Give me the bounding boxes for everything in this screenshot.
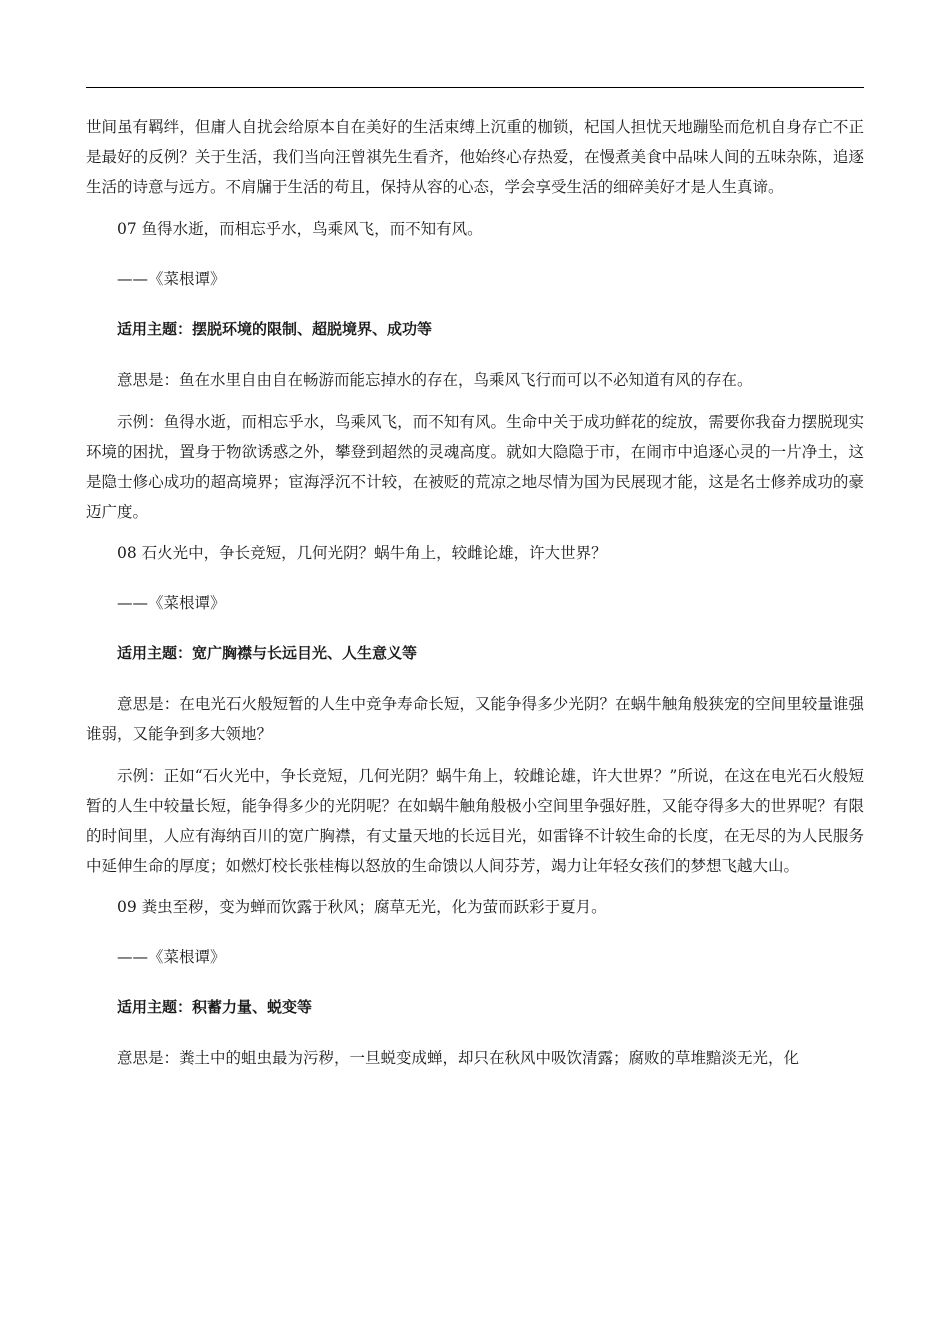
quote-09: 09 粪虫至秽，变为蝉而饮露于秋风；腐草无光，化为萤而跃彩于夏月。 <box>117 898 607 916</box>
source-08: ——《菜根谭》 <box>117 594 226 612</box>
quote-08: 08 石火光中，争长竞短，几何光阴？蜗牛角上，较雌论雄，许大世界？ <box>117 544 607 562</box>
quote-07: 07 鱼得水逝，而相忘乎水，鸟乘风飞，而不知有风。 <box>117 220 483 238</box>
header-rule <box>86 87 864 88</box>
example-07: 示例：鱼得水逝，而相忘乎水，鸟乘风飞，而不知有风。生命中关于成功鲜花的绽放，需要你我奋力摆脱现实环境的困扰，置身于物欲诱惑之外，攀登到超然的灵魂高度。就如大隐隐于市，在闹市中追逐心灵的一片净土，这是隐士修心成功的超高境界；宦海浮沉不计较，在被贬的荒凉之地尽情为国为民展现才能，这是名士修养成功的豪迈广度。 <box>86 413 864 521</box>
entry-09 <box>86 893 864 1073</box>
meaning-08: 意思是：在电光石火般短暂的人生中竞争寿命长短，又能争得多少光阴？在蜗牛触角般狭宠的空间里较量谁强谁弱，又能争到多大领地？ <box>86 695 864 743</box>
source-09: ——《菜根谭》 <box>117 948 226 966</box>
meaning-09: 意思是：粪土中的蛆虫最为污秽，一旦蜕变成蝉，却只在秋风中吸饮清露；腐败的草堆黯淡无光，化 <box>117 1049 800 1067</box>
theme-09: 适用主题：积蓄力量、蜕变等 <box>117 998 313 1016</box>
intro-paragraph: 世间虽有羁绊，但庸人自扰会给原本自在美好的生活束缚上沉重的枷锁，杞国人担忧天地蹦坠而危机自身存亡不正是最好的反例？关于生活，我们当向汪曾祺先生看齐，他始终心存热爱，在慢煮美食中品味人间的五味杂陈，追逐生活的诗意与远方。不肩牖于生活的苟且，保持从容的心态，学会享受生活的细碎美好才是人生真谛。 <box>86 118 864 196</box>
document-body <box>86 112 864 1085</box>
entry-08 <box>86 539 864 881</box>
source-07: ——《菜根谭》 <box>117 270 226 288</box>
entry-07 <box>86 215 864 527</box>
meaning-07: 意思是：鱼在水里自由自在畅游而能忘掉水的存在，鸟乘风飞行而可以不必知道有风的存在。 <box>117 371 753 389</box>
theme-07: 适用主题：摆脱环境的限制、超脱境界、成功等 <box>117 320 433 338</box>
example-08: 示例：正如“石火光中，争长竞短，几何光阴？蜗牛角上，较雌论雄，许大世界？”所说，在这在电光石火般短暂的人生中较量长短，能争得多少的光阴呢？在如蜗牛触角般极小空间里争强好胜，又能夺得多大的世界呢？有限的时间里，人应有海纳百川的宽广胸襟，有丈量天地的长远目光，如雷锋不计较生命的长度，在无尽的为人民服务中延伸生命的厚度；如燃灯校长张桂梅以怒放的生命馈以人间芬芳，竭力让年轻女孩们的梦想飞越大山。 <box>86 767 864 875</box>
theme-08: 适用主题：宽广胸襟与长远目光、人生意义等 <box>117 644 418 662</box>
